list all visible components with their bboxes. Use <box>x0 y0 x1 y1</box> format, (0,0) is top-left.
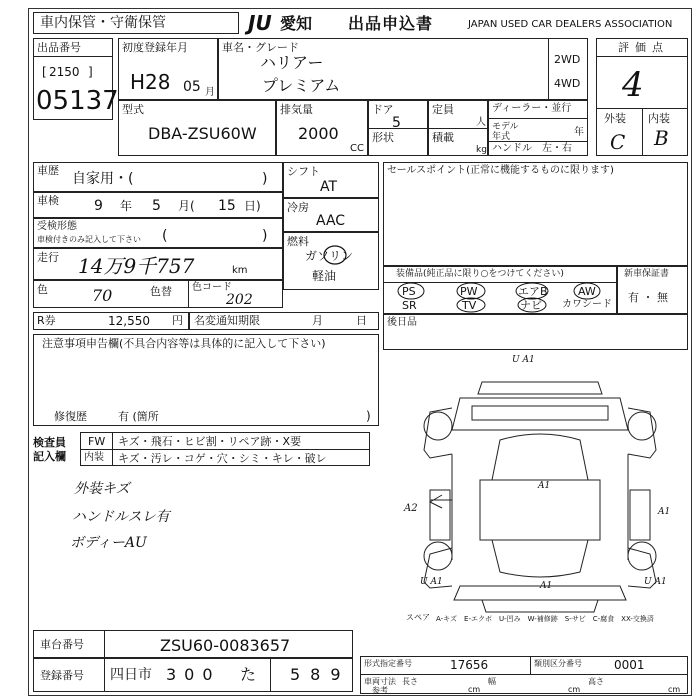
inspection-month: 5 <box>152 198 161 214</box>
shift-value: AT <box>320 179 338 195</box>
exterior-label: 外装 <box>604 112 626 125</box>
score-value: 4 <box>622 65 644 105</box>
model-label: 型式 <box>122 103 144 116</box>
displacement-value: 2000 <box>298 124 339 143</box>
equipment-circles <box>387 280 617 314</box>
chassis-number: ZSU60-0083657 <box>160 636 291 655</box>
plate-kana: た <box>240 665 257 684</box>
displacement-label: 排気量 <box>280 103 313 116</box>
mark-right: A1 <box>658 507 671 517</box>
later-docs-box <box>383 314 688 350</box>
mark-rear-right: U A1 <box>644 577 667 587</box>
drive-2wd: 2WD <box>554 53 581 66</box>
org-name: 愛知 <box>280 14 313 33</box>
mark-roof: A1 <box>538 481 551 491</box>
inspector-label: 検査員 記入欄 <box>33 436 66 463</box>
interior-grade: B <box>654 126 669 150</box>
lot-number: 05137 <box>36 86 119 116</box>
inspection-day: 15 <box>218 198 236 214</box>
score-label: 評価点 <box>618 41 669 54</box>
handwritten-note-2: ハンドルスレ有 <box>72 509 170 525</box>
mark-rear: A1 <box>540 581 553 591</box>
equip-wood: カワシード <box>562 299 612 310</box>
equip-airbag: エアB <box>518 285 548 298</box>
plate-class: 300 <box>166 665 221 684</box>
r-ticket-amount: 12,550 <box>108 314 150 328</box>
equip-ps: PS <box>402 285 416 298</box>
selling-points-label: セールスポイント(正常に機能するものに限ります) <box>387 165 614 176</box>
association-name: JAPAN USED CAR DEALERS ASSOCIATION <box>468 19 673 30</box>
mark-rear-left: U A1 <box>420 577 443 587</box>
fuel-diesel: 軽油 <box>312 269 337 283</box>
equip-tv: TV <box>462 299 477 312</box>
storage-label: 車内保管・守衛保管 <box>40 15 166 31</box>
registration-month: 05 <box>183 79 201 95</box>
doors-value: 5 <box>392 115 401 131</box>
handwritten-note-1: 外装キズ <box>74 481 130 497</box>
car-name-label: 車名・グレード <box>222 41 299 54</box>
mark-top: U A1 <box>512 355 535 365</box>
cooler-value: AAC <box>316 213 346 229</box>
equip-navi: ナビ <box>520 299 542 312</box>
fuel-circle <box>322 244 348 266</box>
inspection-year: 9 <box>94 198 103 214</box>
model-value: DBA-ZSU60W <box>148 124 257 143</box>
class-number: 0001 <box>614 658 645 672</box>
interior-label: 内装 <box>648 112 670 125</box>
plate-number: 589 <box>290 665 351 684</box>
plate-office: 四日市 <box>110 667 152 683</box>
handwritten-note-3: ボディーAU <box>70 535 147 551</box>
car-grade: プレミアム <box>262 76 341 95</box>
equipment-label: 装備品(純正品に限り○をつけてください) <box>396 269 564 279</box>
registration-label: 初度登録年月 <box>122 41 188 54</box>
selling-points-box <box>383 162 688 266</box>
registration-year: H28 <box>130 70 171 94</box>
doc-title: 出品申込書 <box>348 14 434 33</box>
history-box <box>33 162 283 192</box>
color-value: 70 <box>92 286 113 305</box>
equip-sr: SR <box>402 299 417 312</box>
damage-legend: A-キズ E-エクボ U-凹み W-補修跡 S-サビ C-腐食 XX-交換済 <box>436 615 654 623</box>
equip-pw: PW <box>460 285 478 298</box>
mileage-value: 14万9千757 <box>78 254 195 278</box>
lot-label: 出品番号 <box>37 41 81 54</box>
history-value: 自家用・( <box>72 171 134 187</box>
type-cert-number: 17656 <box>450 658 489 672</box>
car-name: ハリアー <box>260 53 324 72</box>
lot-sub-number: 2150 <box>49 65 80 79</box>
drive-4wd: 4WD <box>554 77 581 90</box>
equip-aw: AW <box>578 285 596 298</box>
spare-label: スペア <box>406 613 430 622</box>
color-code: 202 <box>226 292 253 308</box>
fuel-gas: ガソリン <box>305 249 354 263</box>
notes-label: 注意事項申告欄(不具合内容等は具体的に記入して下さい) <box>42 337 326 350</box>
ju-logo: JU <box>248 11 272 35</box>
exterior-grade: C <box>610 130 626 154</box>
mark-left: A2 <box>404 503 418 514</box>
